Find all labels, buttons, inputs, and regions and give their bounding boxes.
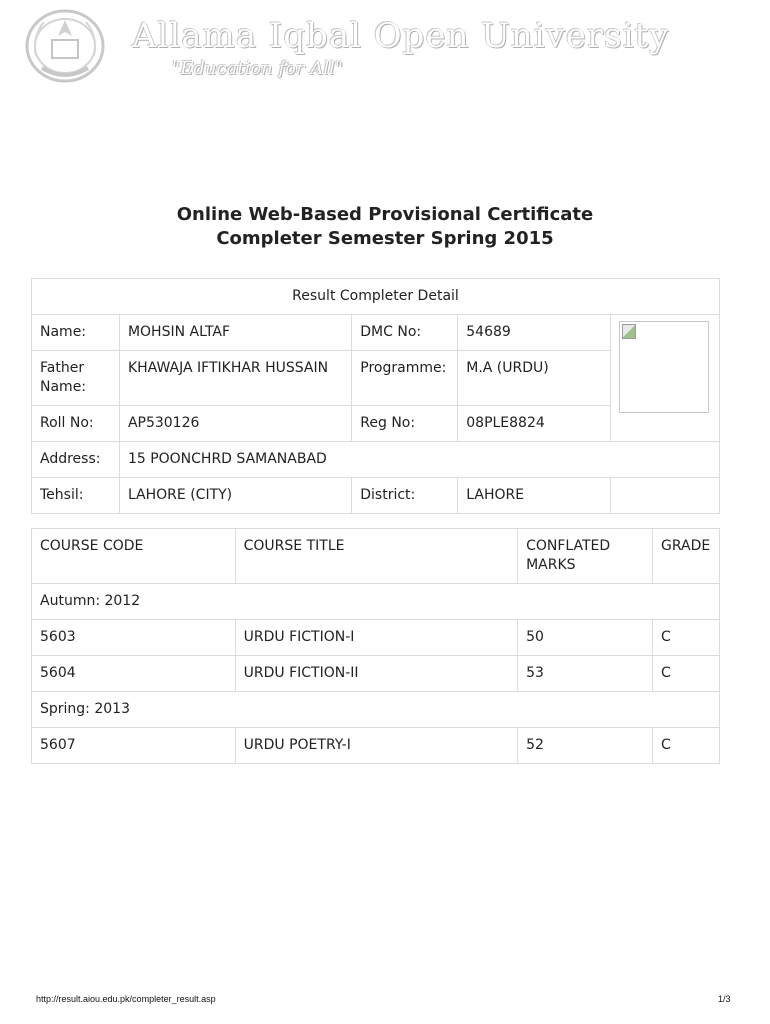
semester-row: Autumn: 2012	[32, 584, 720, 620]
course-marks: 53	[518, 656, 653, 692]
district-value: LAHORE	[458, 478, 611, 514]
father-name-label: Father Name:	[32, 351, 120, 406]
programme-value: M.A (URDU)	[458, 351, 611, 406]
page-number: 1/3	[718, 994, 731, 1004]
name-label: Name:	[32, 315, 120, 351]
page-title: Online Web-Based Provisional Certificate	[176, 204, 594, 225]
reg-no-label: Reg No:	[352, 406, 458, 442]
course-marks: 52	[518, 728, 653, 764]
course-code: 5603	[32, 620, 236, 656]
header-course-code: COURSE CODE	[32, 529, 236, 584]
course-code: 5607	[32, 728, 236, 764]
photo-cell	[610, 315, 719, 442]
header-course-title: COURSE TITLE	[235, 529, 517, 584]
table-row	[32, 728, 720, 764]
university-motto: "Education for All"	[172, 58, 344, 79]
course-grade: C	[652, 656, 719, 692]
university-name: Allama Iqbal Open University	[132, 16, 670, 56]
course-grade: C	[652, 728, 719, 764]
dmc-label: DMC No:	[352, 315, 458, 351]
roll-no-label: Roll No:	[32, 406, 120, 442]
result-detail-table	[31, 278, 720, 514]
detail-heading: Result Completer Detail	[32, 279, 720, 315]
district-label: District:	[352, 478, 458, 514]
broken-image-icon	[622, 324, 636, 339]
father-name-value: KHAWAJA IFTIKHAR HUSSAIN	[119, 351, 351, 406]
course-grade: C	[652, 620, 719, 656]
name-value: MOHSIN ALTAF	[119, 315, 351, 351]
address-label: Address:	[32, 442, 120, 478]
roll-no-value: AP530126	[119, 406, 351, 442]
course-title: URDU FICTION-II	[235, 656, 517, 692]
tehsil-value: LAHORE (CITY)	[119, 478, 351, 514]
table-row	[32, 620, 720, 656]
course-code: 5604	[32, 656, 236, 692]
course-results-table	[31, 528, 720, 764]
course-title: URDU POETRY-I	[235, 728, 517, 764]
semester-row: Spring: 2013	[32, 692, 720, 728]
tehsil-label: Tehsil:	[32, 478, 120, 514]
empty-cell	[610, 478, 719, 514]
student-photo	[619, 321, 709, 413]
course-marks: 50	[518, 620, 653, 656]
reg-no-value: 08PLE8824	[458, 406, 611, 442]
course-title: URDU FICTION-I	[235, 620, 517, 656]
page-subtitle: Completer Semester Spring 2015	[216, 228, 554, 249]
dmc-value: 54689	[458, 315, 611, 351]
footer-url: http://result.aiou.edu.pk/completer_result.asp	[36, 994, 216, 1004]
header-grade: GRADE	[652, 529, 719, 584]
university-header	[22, 6, 670, 86]
programme-label: Programme:	[352, 351, 458, 406]
table-row	[32, 656, 720, 692]
university-seal-icon	[22, 6, 108, 84]
header-conflated-marks: CONFLATED MARKS	[518, 529, 653, 584]
address-value: 15 POONCHRD SAMANABAD	[119, 442, 719, 478]
